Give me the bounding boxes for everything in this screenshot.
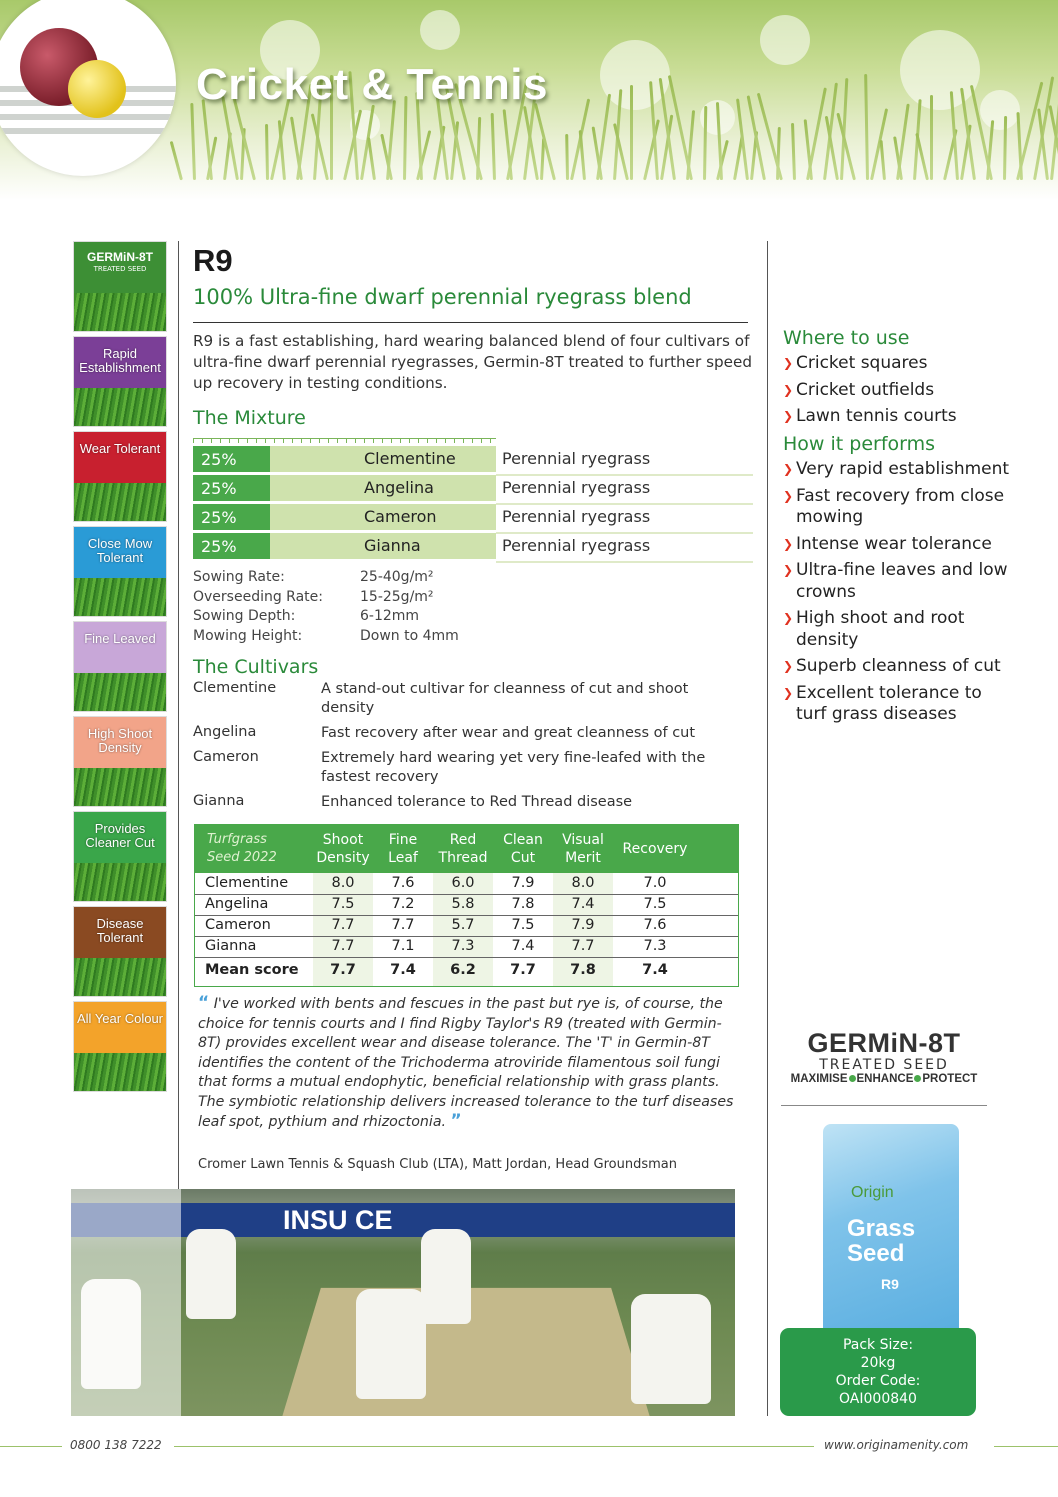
where-to-use-item: ❯ Cricket squares (783, 353, 1013, 375)
results-cultivar: Clementine (205, 875, 289, 891)
cultivar-name: Cameron (193, 749, 259, 765)
where-to-use-section (783, 327, 1013, 433)
grass-icon (74, 483, 166, 521)
mixture-row (193, 475, 753, 501)
results-column-header: Visual Merit (562, 832, 604, 866)
germin-logo-sub: TREATED SEED (819, 1057, 949, 1073)
quote-text: I've worked with bents and fescues in the past but rye is, of course, the choice for tennis courts and I find Rigby Taylor's R9 (treated with Germin-8T) provides excellent wear and disease tolerance. The 'T' in Germin-8T identifies the content of the Trichoderma atroviride filamentous soil fungi that forms a mutual endophytic, beneficial relationship with grass plants. The symbiotic relationship delivers increased tolerance to the turf diseases leaf spot, pythium and rhizoctonia. (198, 996, 734, 1130)
results-score: 6.2 (450, 962, 476, 978)
cultivar-name: Clementine (193, 680, 277, 696)
mixture-percent: 25% (193, 446, 270, 472)
results-cultivar: Angelina (205, 896, 269, 912)
feature-icon-5 (73, 716, 167, 807)
results-score: 7.5 (511, 917, 535, 933)
mixture-species: Perennial ryegrass (502, 507, 651, 526)
results-score: 8.0 (571, 875, 595, 891)
trial-results-table (194, 824, 739, 987)
fielder-figure (356, 1289, 426, 1399)
rate-label: Sowing Rate: (193, 569, 285, 585)
feature-icon-4 (73, 621, 167, 712)
results-score: 7.0 (643, 875, 667, 891)
mixture-percent: 25% (193, 533, 270, 559)
performance-item: ❯ Fast recovery from close mowing (783, 486, 1013, 529)
pack-info-box (780, 1328, 976, 1416)
results-score: 7.2 (391, 896, 415, 912)
grass-icon (74, 293, 166, 331)
feature-icon-label: Fine Leaved (84, 631, 156, 646)
grass-icon (74, 1053, 166, 1091)
quote-close-icon: ” (450, 1111, 462, 1131)
footer-line-mid (174, 1446, 814, 1447)
grass-blade (836, 113, 856, 181)
tagline-maximise: MAXIMISE (790, 1073, 848, 1085)
results-score: 7.4 (642, 962, 668, 978)
results-header (195, 825, 738, 873)
tennis-ball-icon (68, 60, 126, 118)
grass-blade (190, 103, 196, 180)
grass-blade (367, 137, 376, 180)
results-score: 7.9 (571, 917, 595, 933)
mixture-row (193, 504, 753, 530)
advert-board-text: INSU CE (283, 1205, 393, 1235)
grass-blade (491, 113, 496, 180)
pack-size: 20kg (860, 1355, 896, 1371)
cricket-match-photo (71, 1189, 735, 1416)
feature-icon-8 (73, 1001, 167, 1092)
mixture-species: Perennial ryegrass (502, 536, 651, 555)
footer-line-right (994, 1446, 1058, 1447)
mixture-row-rule (496, 561, 753, 563)
rate-value: 15-25g/m² (360, 588, 434, 605)
grass-icon (74, 958, 166, 996)
grass-icon (74, 863, 166, 901)
results-score: 6.0 (451, 875, 475, 891)
results-score: 7.5 (643, 896, 667, 912)
results-score: 7.7 (510, 962, 536, 978)
rate-label: Sowing Depth: (193, 608, 296, 624)
results-score: 7.7 (331, 917, 355, 933)
dot-icon (849, 1075, 856, 1082)
results-cultivar: Cameron (205, 917, 271, 933)
grass-blade (864, 74, 869, 180)
where-to-use-item: ❯ Lawn tennis courts (783, 406, 1013, 428)
feature-icon-label: Disease Tolerant (96, 916, 144, 945)
feature-icon-label: High Shoot Density (87, 726, 153, 755)
feature-icon-2 (73, 431, 167, 522)
results-score: 7.8 (570, 962, 596, 978)
rate-value: 6-12mm (360, 608, 420, 624)
grass-icon (74, 673, 166, 711)
dot-icon (914, 1075, 921, 1082)
results-score: 7.4 (571, 896, 595, 912)
feature-icon-label: Wear Tolerant (79, 441, 161, 456)
grass-icon (74, 768, 166, 806)
results-score: 7.8 (511, 896, 535, 912)
right-divider (767, 241, 768, 1416)
cultivar-name: Angelina (193, 724, 257, 740)
photo-fade (71, 1189, 181, 1416)
bag-brand: Origin (851, 1184, 894, 1201)
grass-blade (265, 124, 269, 180)
rate-label: Mowing Height: (193, 627, 303, 644)
results-row (195, 895, 738, 916)
pack-size-label: Pack Size: (842, 1337, 914, 1353)
cultivar-description: Extremely hard wearing yet very fine-leafed with the fastest recovery (321, 750, 706, 785)
results-column-header: Clean Cut (503, 832, 543, 866)
subtitle-rule (193, 322, 748, 323)
mixture-cultivar: Clementine (270, 446, 496, 472)
results-score: 7.5 (331, 896, 355, 912)
grass-blade (880, 140, 886, 180)
germin-8t-logo (781, 1028, 987, 1106)
performance-item: ❯ Excellent tolerance to turf grass diseases (783, 683, 1013, 726)
results-row (195, 916, 738, 937)
grass-blade (1003, 116, 1007, 180)
results-mean-row (195, 961, 738, 982)
results-score: 7.9 (511, 875, 535, 891)
germin-logo-tagline (781, 1073, 987, 1085)
feature-icon-label: Provides Cleaner Cut (85, 821, 155, 850)
product-intro: R9 is a fast establishing, hard wearing balanced blend of four cultivars of ultra-fine dwarf perennial ryegrasses, Germin-8T treated to further speed up recovery in testing conditions. (193, 332, 752, 392)
results-score: 5.7 (451, 917, 475, 933)
feature-icons-column (73, 241, 167, 1096)
results-row (195, 874, 738, 895)
seed-bag-image (823, 1124, 959, 1332)
grass-blade (565, 134, 569, 180)
grass-blade (791, 123, 796, 180)
grass-blade (534, 103, 556, 180)
product-subtitle: 100% Ultra-fine dwarf perennial ryegrass blend (193, 285, 692, 309)
cultivar-description: Fast recovery after wear and great cleanness of cut (321, 725, 696, 741)
grass-blade (579, 130, 586, 180)
results-score: 7.7 (571, 938, 595, 954)
results-score: 7.3 (643, 938, 667, 954)
mixture-percent: 25% (193, 475, 270, 501)
results-score: 5.8 (451, 896, 475, 912)
bag-product: Grass Seed (847, 1215, 916, 1267)
tagline-enhance: ENHANCE (856, 1073, 914, 1085)
performance-item: ❯ Intense wear tolerance (783, 534, 1013, 556)
results-cultivar: Gianna (205, 938, 257, 954)
performance-item: ❯ High shoot and root density (783, 608, 1013, 651)
grass-blade (930, 95, 933, 180)
feature-icon-3 (73, 526, 167, 617)
batsman-figure (421, 1229, 471, 1324)
results-score: 7.7 (391, 917, 415, 933)
cricket-tennis-logo (0, 0, 176, 176)
cultivar-name: Gianna (193, 793, 245, 809)
germin-logo-name: GERMiN-8T (807, 1028, 961, 1058)
results-score: 7.4 (390, 962, 416, 978)
grass-blade (703, 106, 707, 180)
results-score: 7.6 (643, 917, 667, 933)
footer-website[interactable]: www.originamenity.com (824, 1438, 969, 1452)
wicketkeeper-figure (631, 1294, 711, 1404)
mixture-species: Perennial ryegrass (502, 478, 651, 497)
feature-icon-7 (73, 906, 167, 997)
results-row (195, 937, 738, 958)
bowler-figure (186, 1229, 236, 1319)
footer-phone: 0800 138 7222 (70, 1438, 162, 1452)
tagline-protect: PROTECT (922, 1073, 978, 1085)
footer-line-left (0, 1446, 62, 1447)
feature-icon-label: Close Mow Tolerant (87, 536, 153, 565)
performance-item: ❯ Superb cleanness of cut (783, 656, 1013, 678)
results-score: 7.7 (331, 938, 355, 954)
results-score: 7.1 (391, 938, 415, 954)
grass-icon (74, 578, 166, 616)
feature-icon-6 (73, 811, 167, 902)
mixture-percent: 25% (193, 504, 270, 530)
cultivars-heading: The Cultivars (193, 656, 319, 678)
results-score: 7.4 (511, 938, 535, 954)
where-to-use-heading: Where to use (783, 327, 910, 349)
quote-source: Cromer Lawn Tennis & Squash Club (LTA), Matt Jordan, Head Groundsman (198, 1157, 678, 1172)
results-score: 7.7 (330, 962, 356, 978)
results-column-header: Shoot Density (316, 832, 370, 866)
product-title: R9 (193, 243, 233, 278)
mixture-cultivar: Angelina (270, 475, 496, 501)
results-column-header: Fine Leaf (388, 832, 418, 866)
mixture-cultivar: Cameron (270, 504, 496, 530)
rate-label: Overseeding Rate: (193, 588, 323, 605)
grass-blade (630, 85, 633, 180)
cultivar-description: A stand-out cultivar for cleanness of cut and shoot density (321, 681, 689, 716)
feature-icon-label: All Year Colour (77, 1011, 163, 1026)
feature-icon-0 (73, 241, 167, 332)
bag-code: R9 (881, 1276, 899, 1292)
results-column-header: Recovery (622, 841, 688, 857)
how-it-performs-heading: How it performs (783, 433, 936, 455)
mixture-row (193, 533, 753, 559)
how-it-performs-section (783, 433, 1013, 731)
feature-icon-label: Rapid Establishment (79, 346, 161, 375)
feature-icon-1 (73, 336, 167, 427)
testimonial-quote (198, 994, 738, 1133)
rate-value: 25-40g/m² (360, 569, 434, 585)
results-score: 8.0 (331, 875, 355, 891)
germin-icon-title: GERMiN-8T (87, 250, 153, 264)
cultivar-description: Enhanced tolerance to Red Thread disease (321, 794, 633, 810)
mixture-species: Perennial ryegrass (502, 449, 651, 468)
performance-item: ❯ Very rapid establishment (783, 459, 1013, 481)
order-code: OAI000840 (839, 1391, 917, 1407)
grass-blade (170, 141, 183, 180)
mixture-ruler (193, 438, 496, 443)
results-cultivar: Mean score (205, 962, 299, 978)
where-to-use-item: ❯ Cricket outfields (783, 380, 1013, 402)
mixture-heading: The Mixture (193, 407, 306, 429)
page-title: Cricket & Tennis (196, 60, 548, 109)
grass-icon (74, 388, 166, 426)
results-year-label: Turfgrass Seed 2022 (207, 832, 277, 865)
results-score: 7.3 (451, 938, 475, 954)
rate-value: Down to 4mm (360, 627, 459, 644)
performance-item: ❯ Ultra-fine leaves and low crowns (783, 560, 1013, 603)
results-column-header: Red Thread (438, 832, 488, 866)
mixture-cultivar: Gianna (270, 533, 496, 559)
results-score: 7.6 (391, 875, 415, 891)
germin-icon-sub: TREATED SEED (93, 265, 147, 273)
header-banner (0, 0, 1058, 200)
order-code-label: Order Code: (835, 1373, 921, 1389)
quote-open-icon: “ (198, 993, 210, 1013)
mixture-row (193, 446, 753, 472)
